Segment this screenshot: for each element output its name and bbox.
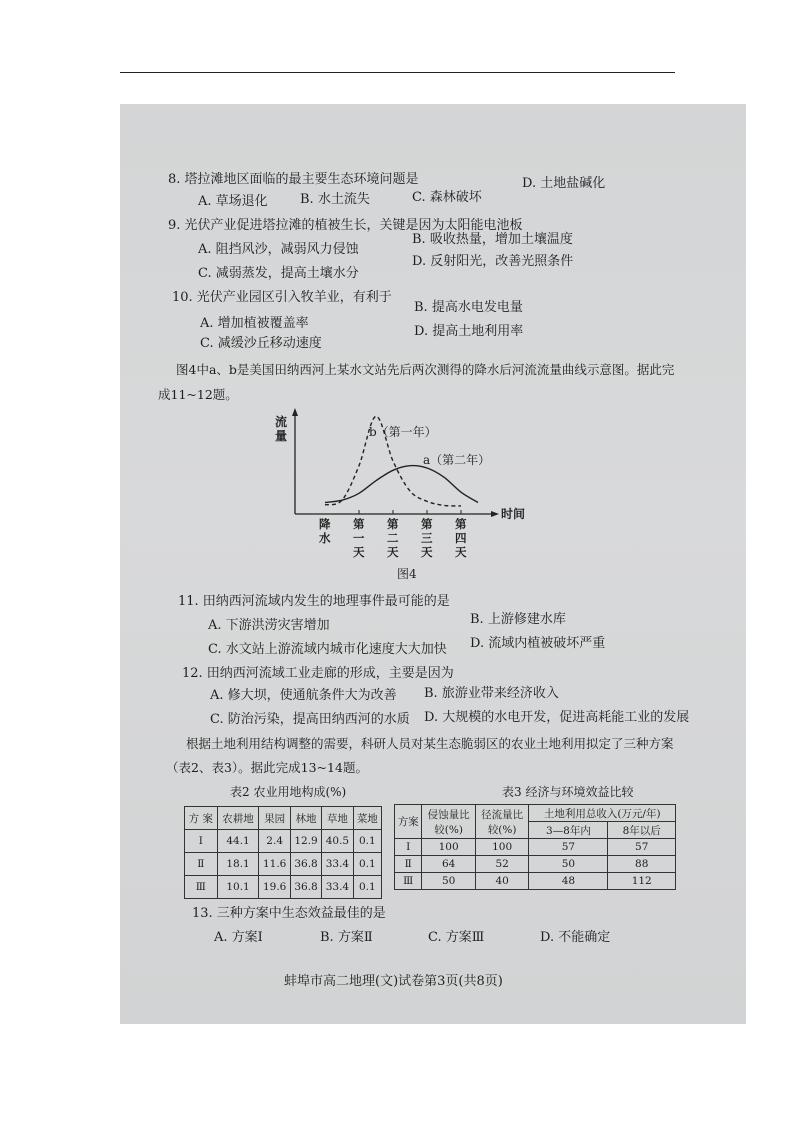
table2-header: 林地	[290, 807, 321, 830]
table3-cell: Ⅱ	[395, 856, 422, 873]
table2-cell: 36.8	[290, 853, 321, 876]
figure4-flow-chart	[270, 404, 526, 589]
series-b-label: b（第一年）	[369, 425, 437, 439]
table2-cell: 12.9	[290, 830, 321, 853]
table3-cell: 64	[422, 856, 476, 873]
q8-option-d: D. 土地盐碱化	[522, 176, 606, 191]
table3-header-plan: 方案	[395, 805, 422, 839]
table3-cell: 50	[529, 856, 608, 873]
table-row	[185, 830, 382, 853]
table3-cell: 48	[529, 873, 608, 890]
table3-header-runoff-l1: 径流量比	[481, 808, 524, 821]
table3-header-runoff	[475, 805, 529, 839]
table3-cell: 50	[422, 873, 476, 890]
table2-header: 菜地	[353, 807, 381, 830]
x-tick-label: 第	[455, 517, 467, 531]
q12-stem: 12. 田纳西河流域工业走廊的形成，主要是因为	[182, 666, 454, 681]
q8-stem: 8. 塔拉滩地区面临的最主要生态环境问题是	[168, 172, 419, 187]
q8-option-a: A. 草场退化	[198, 194, 268, 209]
x-tick-label: 天	[421, 545, 433, 559]
q11-option-c: C. 水文站上游流域内城市化速度大大加快	[208, 642, 447, 657]
table2-header: 农耕地	[217, 807, 259, 830]
table3-cell: Ⅰ	[395, 839, 422, 856]
x-tick-label: 天	[387, 545, 399, 559]
table2-cell: Ⅲ	[185, 876, 218, 899]
table2-cell: 33.4	[322, 876, 353, 899]
table3-title: 表3 经济与环境效益比较	[502, 785, 634, 799]
q10-option-a: A. 增加植被覆盖率	[200, 316, 309, 331]
top-rule	[120, 72, 675, 73]
table-row	[185, 853, 382, 876]
q9-option-b: B. 吸收热量，增加土壤温度	[412, 232, 573, 247]
q11-option-a: A. 下游洪涝灾害增加	[208, 618, 330, 633]
table3-cell: 112	[608, 873, 676, 890]
table2-cell: 0.1	[353, 830, 381, 853]
q10-option-d: D. 提高土地利用率	[414, 324, 524, 339]
q10-option-b: B. 提高水电发电量	[414, 300, 523, 315]
q12-option-b: B. 旅游业带来经济收入	[424, 686, 559, 701]
table2-cell: 0.1	[353, 853, 381, 876]
y-axis-arrow	[292, 408, 298, 416]
table2-cell: 18.1	[217, 853, 259, 876]
table3-cell: 88	[608, 856, 676, 873]
table3-cell: Ⅲ	[395, 873, 422, 890]
intro-13-14-line1: 根据土地利用结构调整的需要，科研人员对某生态脆弱区的农业土地利用拟定了三种方案	[186, 736, 674, 751]
x-axis-arrow	[491, 511, 499, 517]
table2-title: 表2 农业用地构成(%)	[230, 785, 347, 799]
q8-option-b: B. 水土流失	[300, 192, 370, 207]
y-axis-label: 量	[275, 429, 288, 443]
intro-11-12-line2: 成11~12题。	[158, 387, 238, 402]
table-row	[395, 856, 676, 873]
table3-cell: 52	[475, 856, 529, 873]
table3-cell: 57	[529, 839, 608, 856]
table3-cell: 40	[475, 873, 529, 890]
x-axis-label: 时间	[501, 507, 526, 521]
q13-option-a: A. 方案Ⅰ	[214, 930, 263, 945]
table-row	[185, 876, 382, 899]
exam-page-photo	[120, 104, 746, 1024]
x-tick-label: 第	[421, 517, 433, 531]
q12-option-d: D. 大规模的水电开发，促进高耗能工业的发展	[424, 710, 690, 725]
table2-cell: 40.5	[322, 830, 353, 853]
table2-cell: Ⅱ	[185, 853, 218, 876]
q10-stem: 10. 光伏产业园区引入牧羊业，有利于	[172, 290, 392, 305]
x-tick-label: 二	[387, 531, 399, 545]
x-tick-label: 第	[387, 517, 399, 531]
q11-option-b: B. 上游修建水库	[470, 612, 566, 627]
series-a-label: a（第二年）	[423, 453, 491, 467]
q13-option-b: B. 方案Ⅱ	[320, 930, 373, 945]
table3-header-erosion	[422, 805, 476, 839]
table3-cell: 100	[422, 839, 476, 856]
table3-header-row	[395, 805, 676, 822]
table2-cell: 19.6	[259, 876, 290, 899]
y-axis-label: 流	[275, 415, 288, 429]
q9-option-d: D. 反射阳光，改善光照条件	[412, 254, 574, 269]
table3-header-erosion-l1: 侵蚀量比	[427, 808, 470, 821]
table-row	[395, 873, 676, 890]
x-tick-label: 第	[353, 517, 365, 531]
figure4-labels	[275, 414, 525, 559]
table2-cell: Ⅰ	[185, 830, 218, 853]
table2-cell: 36.8	[290, 876, 321, 899]
figure4-caption: 图4	[397, 567, 417, 581]
table2-header-row	[185, 807, 382, 830]
table3	[394, 804, 676, 890]
table2-header: 方 案	[185, 807, 218, 830]
table3-cell: 100	[475, 839, 529, 856]
table3-header-3-8: 3—8年内	[529, 822, 608, 839]
table-row	[395, 839, 676, 856]
table3-header-erosion-l2: 较(%)	[434, 823, 463, 836]
x-tick-label: 降	[319, 517, 331, 531]
table3-header-runoff-l2: 较(%)	[487, 823, 517, 836]
table2	[184, 806, 382, 899]
q9-option-c: C. 减弱蒸发，提高土壤水分	[198, 266, 359, 281]
series-a-line	[325, 466, 478, 503]
x-tick-label: 一	[353, 531, 365, 545]
x-tick-label: 天	[353, 545, 365, 559]
q13-stem: 13. 三种方案中生态效益最佳的是	[192, 906, 386, 921]
page-footer: 蚌埠市高二地理(文)试卷第3页(共8页)	[284, 974, 503, 989]
q10-option-c: C. 减缓沙丘移动速度	[200, 336, 322, 351]
x-tick-label: 水	[319, 531, 331, 545]
intro-11-12-line1: 图4中a、b是美国田纳西河上某水文站先后两次测得的降水后河流流量曲线示意图。据此完	[176, 362, 675, 377]
q12-option-a: A. 修大坝，使通航条件大为改善	[210, 688, 397, 703]
intro-13-14-line2: （表2、表3）。据此完成13~14题。	[166, 760, 368, 775]
table2-header: 果园	[259, 807, 290, 830]
q13-option-c: C. 方案Ⅲ	[428, 930, 485, 945]
table2-cell: 0.1	[353, 876, 381, 899]
q11-stem: 11. 田纳西河流域内发生的地理事件最可能的是	[178, 594, 450, 609]
q12-option-c: C. 防治污染，提高田纳西河的水质	[210, 712, 410, 727]
table3-header-income: 土地利用总收入(万元/年)	[529, 805, 676, 822]
q9-stem: 9. 光伏产业促进塔拉滩的植被生长，关键是因为太阳能电池板	[168, 218, 523, 233]
q8-option-c: C. 森林破坏	[412, 190, 482, 205]
x-tick-label: 四	[455, 531, 467, 545]
q9-option-a: A. 阻挡风沙，减弱风力侵蚀	[198, 242, 359, 257]
table2-cell: 10.1	[217, 876, 259, 899]
table3-cell: 57	[608, 839, 676, 856]
table2-cell: 11.6	[259, 853, 290, 876]
table2-cell: 44.1	[217, 830, 259, 853]
table2-cell: 33.4	[322, 853, 353, 876]
table2-cell: 2.4	[259, 830, 290, 853]
x-tick-label: 天	[455, 545, 467, 559]
q11-option-d: D. 流域内植被破坏严重	[470, 636, 606, 651]
table3-header-8plus: 8年以后	[608, 822, 676, 839]
table2-header: 草地	[322, 807, 353, 830]
x-tick-label: 三	[421, 531, 433, 545]
q13-option-d: D. 不能确定	[540, 930, 611, 945]
